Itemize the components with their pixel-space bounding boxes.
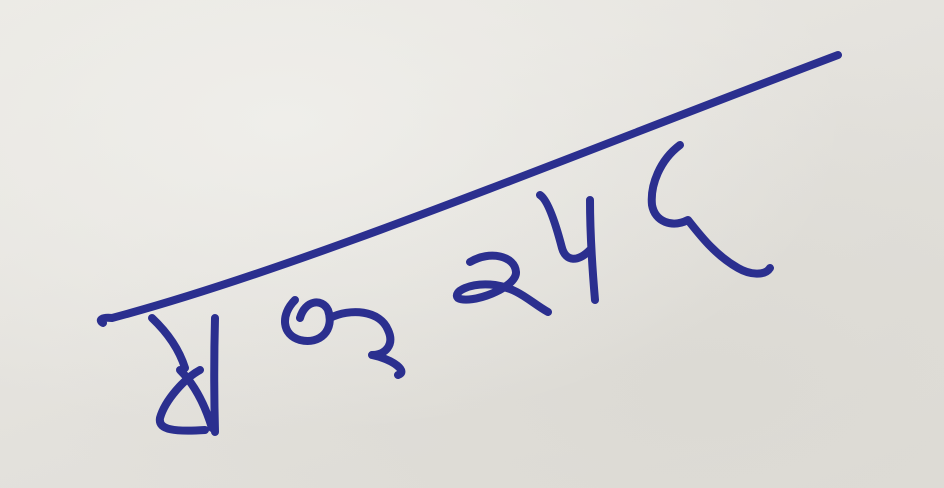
signature-strokes [101,55,838,432]
signature-letter-3 [457,256,548,312]
signature-letter-2 [285,300,401,375]
signature-letter-1 [152,318,215,432]
signature-letter-5 [652,145,770,274]
signature-letter-4 [540,195,595,300]
